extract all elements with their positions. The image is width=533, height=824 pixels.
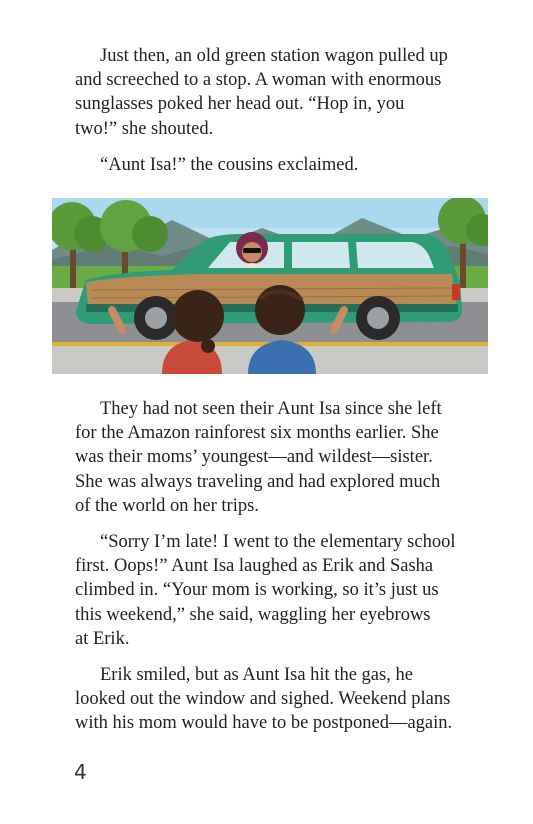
text-line: with his mom would have to be postponed—again. — [75, 713, 453, 734]
text-line: of the world on her trips. — [75, 495, 259, 516]
page-number: 4 — [74, 760, 87, 784]
paragraph-3 — [75, 397, 475, 518]
text-line: They had not seen their Aunt Isa since she left — [100, 399, 442, 419]
text-line: sunglasses poked her head out. “Hop in, you — [75, 94, 405, 115]
text-line: She was always traveling and had explored much — [75, 471, 441, 492]
text-line: “Sorry I’m late! I went to the elementary school — [100, 532, 456, 552]
text-line: climbed in. “Your mom is working, so it’s just us — [75, 580, 439, 601]
text-line: Just then, an old green station wagon pulled up — [100, 46, 448, 66]
text-line: was their moms’ youngest—and wildest—sister. — [75, 447, 433, 468]
text-line: Erik smiled, but as Aunt Isa hit the gas, he — [100, 665, 413, 685]
text-line: “Aunt Isa!” the cousins exclaimed. — [100, 155, 359, 175]
paragraph-2 — [75, 153, 475, 177]
text-line: at Erik. — [75, 628, 130, 649]
text-line: this weekend,” she said, waggling her eyebrows — [75, 604, 431, 625]
text-line: looked out the window and sighed. Weekend plans — [75, 689, 451, 710]
text-line: first. Oops!” Aunt Isa laughed as Erik and Sasha — [75, 556, 434, 577]
paragraph-4 — [75, 530, 475, 651]
paragraph-1 — [75, 44, 475, 141]
paragraph-5 — [75, 663, 475, 736]
car-scene-drawing — [52, 198, 488, 374]
text-line: two!” she shouted. — [75, 118, 214, 139]
text-line: for the Amazon rainforest six months earlier. She — [75, 423, 439, 444]
story-illustration — [52, 198, 488, 374]
text-line: and screeched to a stop. A woman with enormous — [75, 70, 442, 91]
